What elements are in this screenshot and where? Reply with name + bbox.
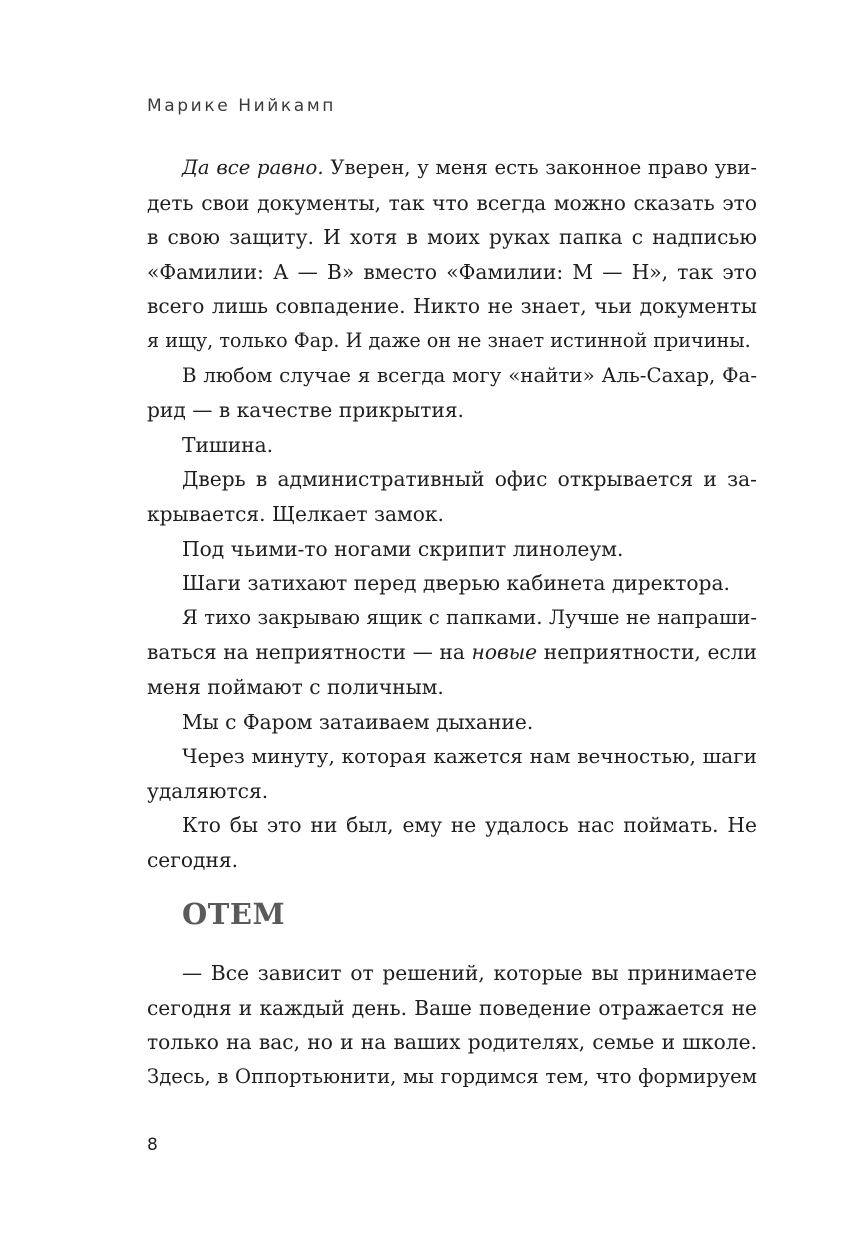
text-line: я ищу, только Фар. И даже он не знает истинной причины. — [147, 328, 751, 352]
text-line: Мы с Фаром затаиваем дыхание. — [182, 709, 534, 734]
text-line: Да все равно. Уверен, у меня есть законное право уви- — [182, 156, 757, 179]
text-line: Шаги затихают перед дверью кабинета директора. — [182, 571, 730, 596]
text-line: крывается. Щелкает замок. — [147, 501, 444, 526]
text-line: Здесь, в Оппортьюнити, мы гордимся тем, что формируем — [147, 1064, 757, 1088]
text-line: сегодня. — [147, 847, 239, 872]
text-line: Под чьими-то ногами скрипит линолеум. — [182, 536, 624, 561]
text-line: Тишина. — [182, 432, 274, 457]
text-line: деть свои документы, так что всегда можно сказать это — [147, 190, 757, 215]
body-text-before-heading — [147, 151, 757, 877]
section-heading: ОТЕМ — [182, 897, 286, 931]
running-head: Марике Нийкамп — [147, 96, 336, 116]
text-line: Я тихо закрываю ящик с папками. Лучше не напраши- — [182, 605, 757, 629]
text-line: Кто бы это ни был, ему не удалось нас поймать. Не — [182, 813, 757, 838]
text-line: Дверь в административный офис открывается и за- — [182, 467, 757, 492]
page-number: 8 — [147, 1135, 158, 1155]
text-line: — Все зависит от решений, которые вы принимаете — [182, 961, 757, 985]
text-line: удаляются. — [147, 778, 269, 803]
body-text-after-heading — [147, 956, 757, 1094]
text-line: только на вас, но и на ваших родителях, семье и школе. — [147, 1030, 757, 1055]
text-line: В любом случае я всегда могу «найти» Аль-Сахар, Фа- — [182, 363, 757, 387]
text-line: всего лишь совпадение. Никто не знает, чьи документы — [147, 294, 757, 319]
text-line: «Фамилии: А — В» вместо «Фамилии: М — Н», так это — [147, 259, 757, 284]
text-line: рид — в качестве прикрытия. — [147, 398, 464, 423]
text-line: сегодня и каждый день. Ваше поведение отражается не — [147, 995, 757, 1020]
text-line: в свою защиту. И хотя в моих руках папка с надписью — [147, 225, 757, 250]
text-line: ваться на неприятности — на новые неприятности, если — [147, 640, 757, 665]
text-line: меня поймают с поличным. — [147, 674, 444, 699]
text-line: Через минуту, которая кажется нам вечностью, шаги — [182, 744, 757, 769]
